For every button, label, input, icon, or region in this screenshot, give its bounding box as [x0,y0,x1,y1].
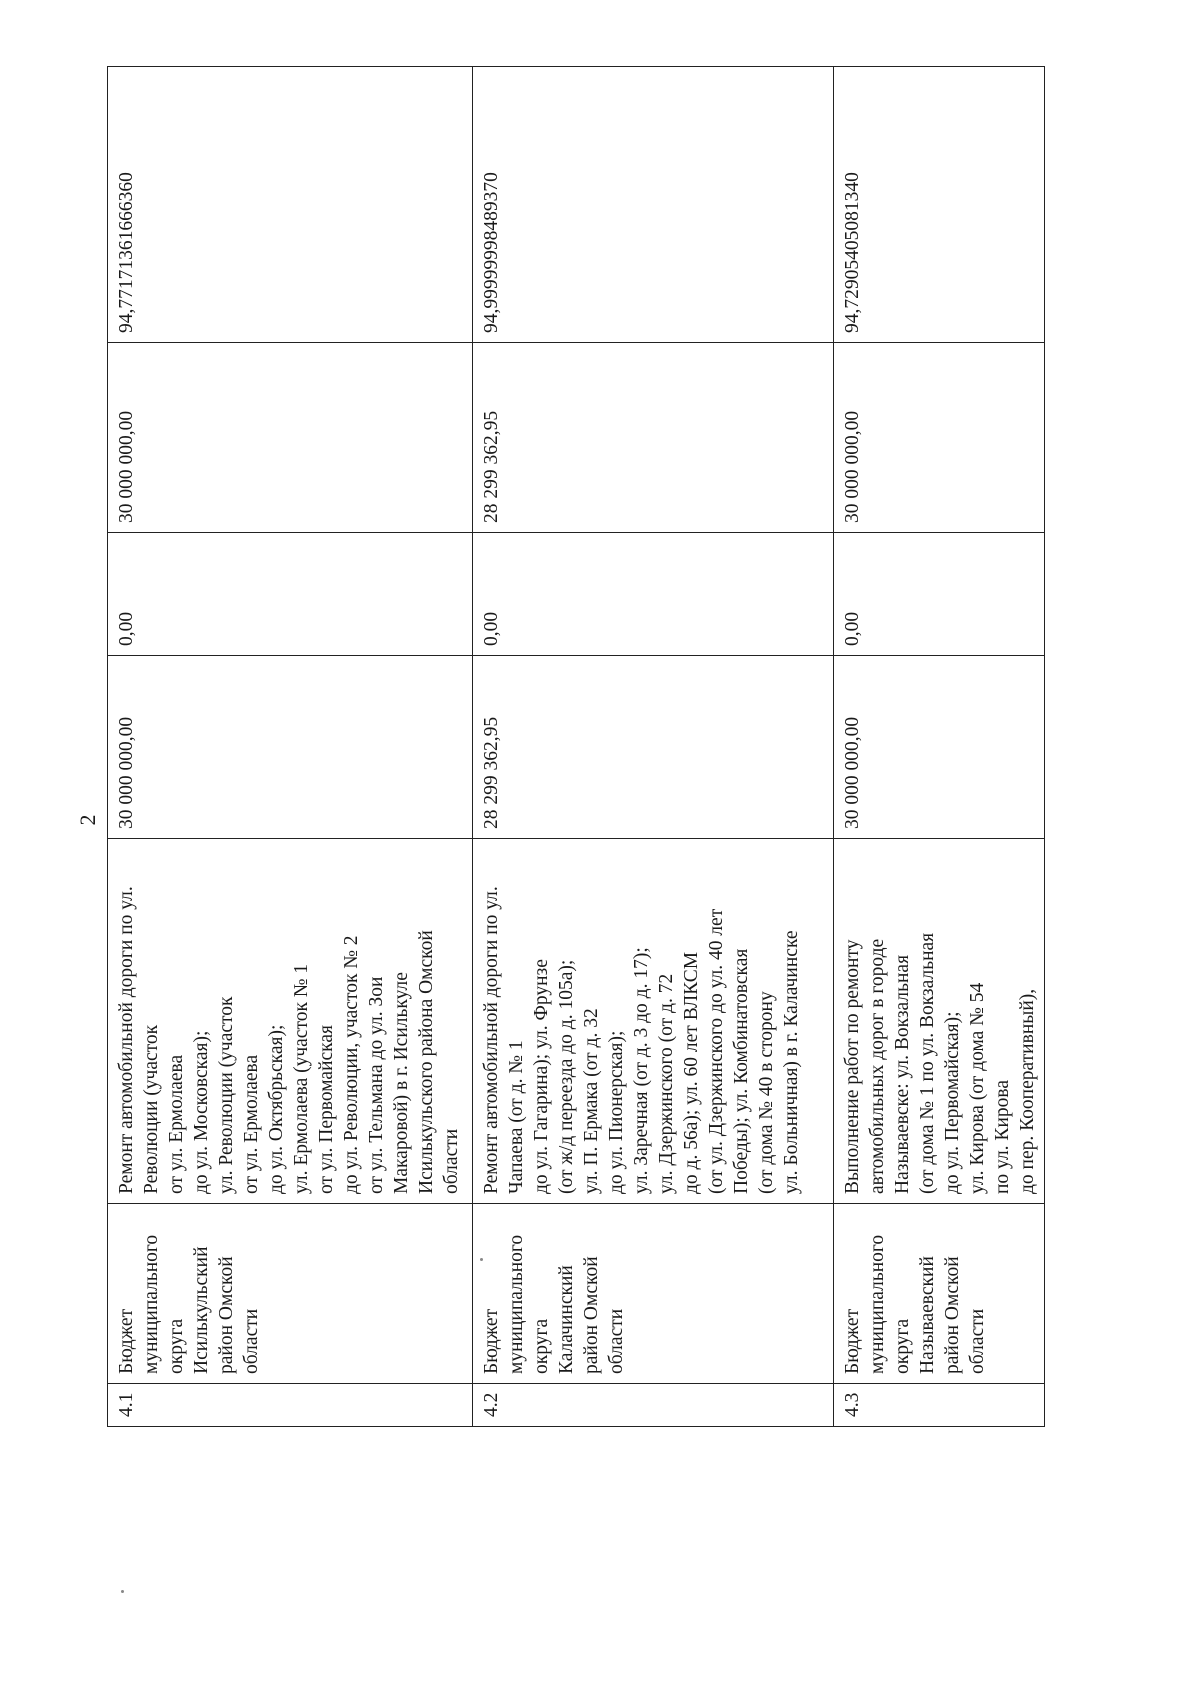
budget-name: Бюджет муниципального округа Калачинский район Омской области [473,1204,834,1384]
amount-local: 28 299 362,95 [473,343,834,533]
row-index: 4.2 [473,1384,834,1427]
amount-total: 30 000 000,00 [108,656,473,839]
amount-regional: 0,00 [108,533,473,656]
row-index: 4.3 [834,1384,1045,1427]
coefficient: 94,9999999848937​0 [473,67,834,343]
coefficient: 94,7717136166636​0 [108,67,473,343]
table-row [834,67,1045,1427]
rotated-table-container [107,67,1038,1427]
scan-speck [121,1590,124,1593]
funding-table [107,66,1045,1427]
row-index: 4.1 [108,1384,473,1427]
table-row [473,67,834,1427]
amount-local: 30 000 000,00 [108,343,473,533]
scan-speck [480,1258,483,1261]
amount-total: 30 000 000,00 [834,656,1045,839]
amount-regional: 0,00 [834,533,1045,656]
table-row [108,67,473,1427]
budget-name: Бюджет муниципального округа Исилькульский район Омской области [108,1204,473,1384]
amount-regional: 0,00 [473,533,834,656]
work-description: Выполнение работ по ремонту автомобильных дорог в городе Называевске: ул. Вокзальная (от дома № 1 по ул. Вокзальная до ул. Первомайская); ул. Кирова (от дома № 54 по ул. Кирова до пер. Кооперативный), [834,839,1045,1204]
amount-local: 30 000 000,00 [834,343,1045,533]
budget-name: Бюджет муниципального округа Называевский район Омской области [834,1204,1045,1384]
page-number: 2 [75,814,100,826]
work-description: Ремонт автомобильной дороги по ул. Чапаева (от д. № 1 до ул. Гагарина); ул. Фрунзе (от ж/д переезда до д. 105а); ул. П. Ермака (от д. 32 до ул. Пионерская); ул. Заречная (от д. 3 до д. 17); ул. Дзержинского (от д. 72 до д. 56а); ул. 60 лет ВЛКСМ (от ул. Дзержинского до ул. 40 лет Победы); ул. Комбинатовская (от дома № 40 в сторону ул. Больничная) в г. Калачинске [473,839,834,1204]
amount-total: 28 299 362,95 [473,656,834,839]
coefficient: 94,7290540508134​0 [834,67,1045,343]
work-description: Ремонт автомобильной дороги по ул. Революции (участок от ул. Ермолаева до ул. Московская); ул. Революции (участок от ул. Ермолаева до ул. Октябрьская); ул. Ермолаева (участок № 1 от ул. Первомайская до ул. Революции, участок № 2 от ул. Тельмана до ул. Зои Макаровой) в г. Исилькуле Исилькульского района Омской области [108,839,473,1204]
